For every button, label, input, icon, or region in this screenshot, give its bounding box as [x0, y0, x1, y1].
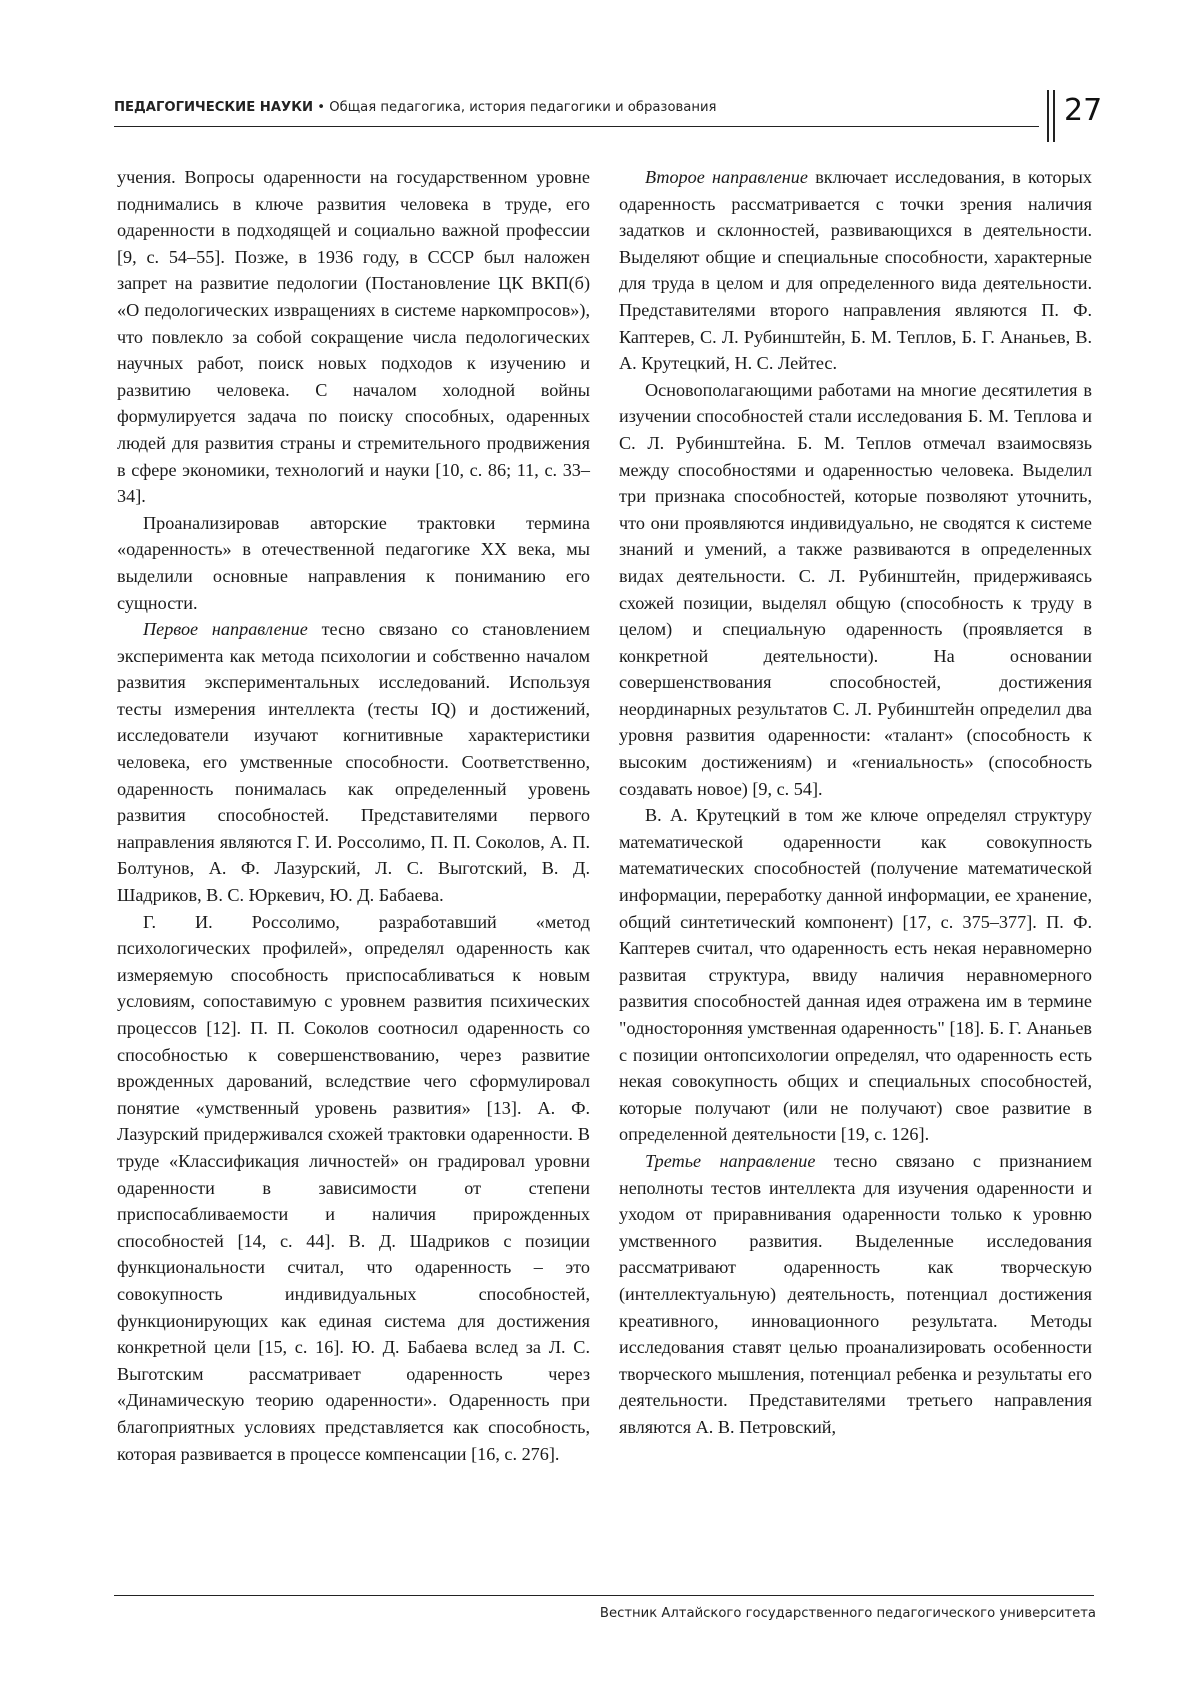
header-rule — [114, 126, 1039, 127]
first-direction-heading: Первое направление — [143, 619, 308, 640]
left-paragraph-3 — [117, 616, 590, 909]
running-header — [114, 100, 1044, 115]
left-paragraph-1: учения. Вопросы одаренности на государственном уровне поднимались в ключе развития человека в труде, его одаренности в подходящей и социально важной профессии [9, с. 54–55]. Позже, в 1936 году, в СССР был наложен запрет на развитие педологии (Постановление ЦК ВКП(б) «О педологических извращениях в системе наркомпросов»), что повлекло за собой сокращение числа педологических научных работ, поиск новых подходов к изучению и развитию человека. С началом холодной войны формулируется задача по поиску способных, одаренных людей для развития страны и стремительного продвижения в сфере экономики, технологий и науки [10, с. 86; 11, с. 33–34]. — [117, 167, 590, 507]
page-number: 27 — [1064, 93, 1103, 128]
header-section: ПЕДАГОГИЧЕСКИЕ НАУКИ — [114, 100, 314, 115]
right-paragraph-4-text: тесно связано с признанием неполноты тестов интеллекта для изучения одаренности и уходом от приравнивания одаренности только к уровню умственного развития. Выделенные исследования рассматривают одаренность как творческую (интеллектуальную) деятельность, потенциал достижения креативного, инновационного результата. Методы исследования ставят целью проанализировать особенности творческого мышления, потенциал ребенка и результаты его деятельности. Представителями третьего направления являются А. В. Петровский, — [619, 1150, 1092, 1437]
header-separator: • — [313, 100, 330, 115]
left-paragraph-4: Г. И. Россолимо, разработавший «метод психологических профилей», определял одаренность как измеряемую способность приспосабливаться к новым условиям, сопоставимую с уровнем развития психических процессов [12]. П. П. Соколов соотносил одаренность со способностью к совершенствованию, через развитие врожденных дарований, вследствие чего сформулировал понятие «умственный уровень развития» [13]. А. Ф. Лазурский придерживался схожей трактовки одаренности. В труде «Классификация личностей» он градировал уровни одаренности в зависимости от степени приспосабливаемости и наличия прирожденных способностей [14, с. 44]. В. Д. Шадриков с позиции функциональности считал, что одаренность – это совокупность индивидуальных способностей, функционирующих как единая система для достижения конкретной цели [15, с. 16]. Ю. Д. Бабаева вслед за Л. С. Выготским рассматривает одаренность через «Динамическую теорию одаренности». Одаренность при благоприятных условиях представляется как способность, которая развивается в процессе компенсации [16, с. 276]. — [117, 911, 590, 1464]
right-paragraph-3: В. А. Крутецкий в том же ключе определял структуру математической одаренности как совокупность математических способностей (получение математической информации, переработку данной информации, ее хранение, общий синтетический компонент) [17, с. 375–377]. П. Ф. Каптерев считал, что одаренность есть некая неравномерно развитая структура, ввиду наличия неравномерного развития способностей данная идея отражена им в термине "односторонняя умственная одаренность" [18]. Б. Г. Ананьев с позиции онтопсихологии определял, что одаренность есть некая совокупность общих и специальных способностей, которые получают (или не получают) свое развитие в определенной деятельности [19, с. 126]. — [619, 805, 1092, 1145]
third-direction-heading: Третье направление — [645, 1150, 816, 1171]
right-paragraph-1-text: включает исследования, в которых одаренность рассматривается с точки зрения наличия задатков и склонностей, развивающихся в деятельности. Выделяют общие и специальные способности, характерные для труда в целом и для определенного вида деятельности. Представителями второго направления являются П. Ф. Каптерев, С. Л. Рубинштейн, Б. М. Теплов, Б. Г. Ананьев, В. А. Крутецкий, Н. С. Лейтес. — [619, 167, 1092, 374]
header-vertical-bar-inner — [1053, 90, 1055, 142]
left-column — [117, 164, 590, 1467]
right-paragraph-2: Основополагающими работами на многие десятилетия в изучении способностей стали исследования Б. М. Теплова и С. Л. Рубинштейна. Б. М. Теплов отмечал взаимосвязь между способностями и одаренностью человека. Выделил три признака способностей, которые позволяют уточнить, что они проявляются индивидуально, не сводятся к системе знаний и умений, а также развиваются в определенных видах деятельности. С. Л. Рубинштейн, придерживаясь схожей позиции, выделял общую (способность к труду в целом) и специальную одаренность (проявляется в конкретной деятельности). На основании совершенствования способностей, достижения неординарных результатов С. Л. Рубинштейн определил два уровня развития одаренности: «талант» (способность к высоким достижениям) и «гениальность» (способность создавать новое) [9, с. 54]. — [619, 379, 1092, 799]
header-subsection: Общая педагогика, история педагогики и образования — [329, 100, 717, 115]
footer-rule — [114, 1595, 1094, 1596]
left-paragraph-2: Проанализировав авторские трактовки термина «одаренность» в отечественной педагогике XX века, мы выделили основные направления к пониманию его сущности. — [117, 512, 590, 613]
right-paragraph-4 — [619, 1148, 1092, 1441]
header-vertical-bar-outer — [1047, 90, 1049, 142]
right-paragraph-1 — [619, 164, 1092, 377]
journal-footer: Вестник Алтайского государственного педагогического университета — [599, 1606, 1096, 1621]
left-paragraph-3-text: тесно связано со становлением эксперимента как метода психологии и собственно началом развития экспериментальных исследований. Используя тесты измерения интеллекта (тесты IQ) и достижений, исследователи изучают когнитивные характеристики человека, его умственные способности. Соответственно, одаренность понималась как определенный уровень развития способностей. Представителями первого направления являются Г. И. Россолимо, П. П. Соколов, А. П. Болтунов, А. Ф. Лазурский, Л. С. Выготский, В. Д. Шадриков, В. С. Юркевич, Ю. Д. Бабаева. — [117, 619, 590, 906]
second-direction-heading: Второе направление — [645, 167, 808, 187]
right-column — [619, 164, 1092, 1441]
